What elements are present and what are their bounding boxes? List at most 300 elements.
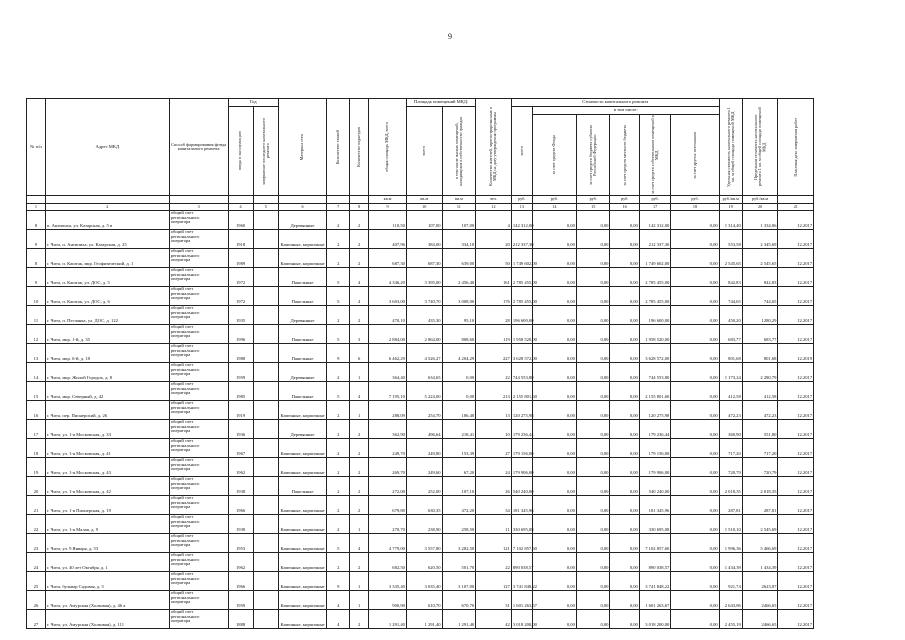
floors-cell: 2 [327,496,350,515]
cost-total-cell: 1 749 602,00 [511,249,532,268]
residential-area-cell: 2 456,40 [442,268,476,287]
wall-material-cell: Панельные [278,477,326,496]
last-repair-year-cell [253,306,278,325]
address-cell: г. Чита, п. Каштак, ул. ДОС, д. 6 [45,287,169,306]
local-cost-cell: 0,00 [610,420,639,439]
floors-cell: 2 [327,477,350,496]
last-repair-year-cell [253,382,278,401]
commissioning-year-cell: 1953 [228,534,253,553]
plan-date-cell: 12.2017 [778,496,814,515]
table-row [27,439,850,458]
table-row [27,477,850,496]
residents-cell: 213 [476,382,512,401]
floors-cell: 2 [327,211,350,230]
other-cost-cell: 0,00 [671,249,719,268]
entrances-cell: 1 [350,401,369,420]
wall-material-cell: Каменные, кирпичные [278,458,326,477]
address-cell: г. Чита, мкр. 1-й, д. 35 [45,325,169,344]
residential-area-cell: 107,00 [442,211,476,230]
unit-cost-cell: 360,90 [719,420,742,439]
wall-material-cell: Каменные, кирпичные [278,591,326,610]
fund-cost-cell: 0,00 [532,420,576,439]
unit-cost-cell: 683,77 [719,325,742,344]
residents-cell: 50 [476,249,512,268]
plan-date-cell: 12.2017 [778,610,814,629]
residents-cell: 10 [476,420,512,439]
fund-method-cell [169,534,228,553]
header-premises-area: Площадь помещений МКД: [406,99,475,107]
fund-method-line: оператора [170,390,191,396]
owners-cost-cell: 181 345,96 [639,496,670,515]
region-cost-cell: 0,00 [576,572,610,591]
residential-area-cell: 3 282,50 [442,534,476,553]
row-number: 16 [27,401,46,420]
other-cost-cell: 0,00 [671,610,719,629]
floors-cell: 2 [327,515,350,534]
region-cost-cell: 0,00 [576,610,610,629]
wall-material-cell: Каменные, кирпичные [278,496,326,515]
header-cost-total: всего [511,107,532,196]
floors-cell: 2 [327,420,350,439]
last-repair-year-cell [253,496,278,515]
row-number: 10 [27,287,46,306]
local-cost-cell: 0,00 [610,306,639,325]
fund-method-cell [169,344,228,363]
column-number-cell: 5 [253,204,278,211]
cost-total-cell: 179 236,44 [511,420,532,439]
commissioning-year-cell: 1966 [228,572,253,591]
table-row [27,572,850,591]
unit-cell [278,196,326,204]
header-repair-cost: Стоимость капитального ремонта [511,99,719,107]
table-row [27,306,850,325]
fund-method-line: оператора [170,466,191,472]
fund-method-cell [169,268,228,287]
fund-method-line: общий счет [170,457,194,462]
residents-cell: 22 [476,363,512,382]
column-number-cell: 6 [278,204,326,211]
fund-cost-cell: 0,00 [532,230,576,249]
last-repair-year-cell [253,515,278,534]
region-cost-cell: 0,00 [576,515,610,534]
max-cost-cell: 2 280,79 [742,363,778,382]
max-cost-cell: 2466,65 [742,610,778,629]
region-cost-cell: 0,00 [576,534,610,553]
table-row [27,458,850,477]
other-cost-cell: 0,00 [671,515,719,534]
fund-method-line: общий счет [170,267,194,272]
fund-cost-cell: 0,00 [532,572,576,591]
last-repair-year-cell [253,230,278,249]
row-number: 8 [27,249,46,268]
owners-cost-cell: 179 236,44 [639,420,670,439]
fund-method-line: оператора [170,371,191,377]
unit-cell [169,196,228,204]
fund-method-line: регионального [170,214,200,220]
residents-cell: 119 [476,325,512,344]
row-number: 11 [27,306,46,325]
unit-cell [228,196,253,204]
entrances-cell: 2 [350,477,369,496]
plan-date-cell: 12.2017 [778,458,814,477]
unit-cost-cell: 472,23 [719,401,742,420]
unit-cost-cell: 921,74 [719,572,742,591]
address-cell: г. Чита, бульвар Садовая, д. 5 [45,572,169,591]
fund-method-line: регионального [170,366,200,372]
last-repair-year-cell [253,344,278,363]
other-cost-cell: 0,00 [671,344,719,363]
entrances-cell: 1 [350,515,369,534]
address-cell: г. Чита, мкр. Северный, д. 42 [45,382,169,401]
residents-cell: 4 [476,211,512,230]
fund-method-line: оператора [170,523,191,529]
unit-cell: кв.м [406,196,442,204]
entrances-cell: 1 [350,572,369,591]
local-cost-cell: 0,00 [610,230,639,249]
entrances-cell: 2 [350,553,369,572]
fund-cost-cell: 0,00 [532,268,576,287]
column-number-cell: 19 [719,204,742,211]
unit-cell: руб. [610,196,639,204]
total-area-cell: 470,10 [369,306,407,325]
column-number-cell: 20 [742,204,778,211]
entrances-cell: 2 [350,306,369,325]
cost-total-cell: 890 038,57 [511,553,532,572]
fund-method-line: общий счет [170,248,194,253]
fund-method-line: оператора [170,599,191,605]
owners-cost-cell: 120 275,98 [639,401,670,420]
region-cost-cell: 0,00 [576,249,610,268]
column-number-cell: 16 [610,204,639,211]
premises-area-cell: 687,30 [406,249,442,268]
header-commissioning: ввода в эксплуатацию [228,107,253,196]
fund-method-cell [169,325,228,344]
fund-method-line: оператора [170,257,191,263]
region-cost-cell: 0,00 [576,439,610,458]
region-cost-cell: 0,00 [576,420,610,439]
commissioning-year-cell: 1938 [228,477,253,496]
total-area-cell: 3 603,00 [369,287,407,306]
row-number: 26 [27,591,46,610]
last-repair-year-cell [253,534,278,553]
fund-method-line: регионального [170,594,200,600]
residents-cell: 127 [476,572,512,591]
cost-total-cell: 3 018 200,00 [511,610,532,629]
max-cost-cell: 717,20 [742,439,778,458]
header-num: № п/п [27,99,46,196]
fund-method-line: регионального [170,575,200,581]
other-cost-cell: 0,00 [671,325,719,344]
owners-cost-cell: 179 906,00 [639,458,670,477]
floors-cell: 2 [327,306,350,325]
floors-cell: 2 [327,363,350,382]
row-number: 27 [27,610,46,629]
residential-area-cell: 334,10 [442,230,476,249]
fund-method-line: оператора [170,409,191,415]
fund-method-line: общий счет [170,210,194,215]
residential-area-cell: 501,70 [442,553,476,572]
residents-cell: 13 [476,401,512,420]
owners-cost-cell: 890 038,57 [639,553,670,572]
owners-cost-cell: 744 553,80 [639,363,670,382]
plan-date-cell: 12.2017 [778,249,814,268]
local-cost-cell: 0,00 [610,458,639,477]
fund-cost-cell: 0,00 [532,439,576,458]
entrances-cell: 2 [350,211,369,230]
fund-method-line: общий счет [170,305,194,310]
local-cost-cell: 0,00 [610,496,639,515]
address-cell: г. Чита, мкр. Жилой Городок, д. 8 [45,363,169,382]
column-number-cell: 4 [228,204,253,211]
row-number: 25 [27,572,46,591]
max-cost-cell: 472,23 [742,401,778,420]
residential-area-cell: 186,40 [442,401,476,420]
header-plan-date: Плановая дата завершения работ [778,99,814,196]
residents-cell: 121 [476,534,512,553]
unit-cost-cell: 1 510,10 [719,515,742,534]
fund-cost-cell: 0,00 [532,458,576,477]
total-area-cell: 6 462,29 [369,344,407,363]
residential-area-cell: 0,00 [442,363,476,382]
residential-area-cell: 808,60 [442,325,476,344]
fund-method-line: регионального [170,423,200,429]
owners-cost-cell: 7 102 857,60 [639,534,670,553]
units-row [27,196,850,204]
address-cell: г. Чита, ул. 1-я Малая, д. 9 [45,515,169,534]
fund-method-line: оператора [170,352,191,358]
last-repair-year-cell [253,458,278,477]
residents-cell: 227 [476,344,512,363]
fund-method-line: общий счет [170,362,194,367]
max-cost-cell: 842,83 [742,268,778,287]
residents-cell: 20 [476,230,512,249]
entrances-cell: 2 [350,458,369,477]
wall-material-cell: Каменные, кирпичные [278,534,326,553]
other-cost-cell: 0,00 [671,268,719,287]
commissioning-year-cell: 1972 [228,287,253,306]
other-cost-cell: 0,00 [671,439,719,458]
plan-date-cell: 12.2017 [778,534,814,553]
column-number-cell: 9 [369,204,407,211]
table-row [27,344,850,363]
unit-cost-cell: 450,20 [719,306,742,325]
fund-method-line: регионального [170,328,200,334]
fund-method-cell [169,515,228,534]
fund-method-cell [169,382,228,401]
premises-area-cell: 249,80 [406,439,442,458]
header-max-cost: Предельная стоимость капитального ремонта 1 кв. м общей площади помещений МКД [742,99,778,196]
fund-method-line: регионального [170,442,200,448]
premises-area-cell: 610,70 [406,591,442,610]
fund-method-cell [169,230,228,249]
entrances-cell: 1 [350,363,369,382]
unit-cost-cell: 1 434,39 [719,553,742,572]
owners-cost-cell: 330 695,08 [639,515,670,534]
cost-total-cell: 2 785 455,00 [511,268,532,287]
wall-material-cell: Панельные [278,344,326,363]
premises-area-cell: 3 035,40 [406,572,442,591]
plan-date-cell: 12.2017 [778,515,814,534]
row-number: 17 [27,420,46,439]
fund-method-line: оператора [170,447,191,453]
fund-method-line: оператора [170,428,191,434]
residential-area-cell: 95,10 [442,306,476,325]
plan-date-cell: 12.2017 [778,553,814,572]
address-cell: п. Антипиха, ул. Казарская, д. 5 в [45,211,169,230]
fund-method-line: общий счет [170,343,194,348]
owners-cost-cell: 142 312,00 [639,211,670,230]
last-repair-year-cell [253,211,278,230]
unit-cell: руб. [576,196,610,204]
premises-area-cell: 5 224,00 [406,382,442,401]
residential-area-cell: 472,20 [442,496,476,515]
fund-method-line: регионального [170,385,200,391]
cost-total-cell: 181 345,96 [511,496,532,515]
fund-method-line: оператора [170,561,191,567]
entrances-cell: 4 [350,382,369,401]
max-cost-cell: 2466,65 [742,591,778,610]
row-number: 22 [27,515,46,534]
local-cost-cell: 0,00 [610,572,639,591]
unit-cell: руб. [511,196,532,204]
row-number: 24 [27,553,46,572]
residential-area-cell: 670,70 [442,591,476,610]
fund-method-line: оператора [170,542,191,548]
fund-cost-cell: 0,00 [532,325,576,344]
last-repair-year-cell [253,420,278,439]
fund-cost-cell: 0,00 [532,211,576,230]
header-floors: Количество этажей [327,99,350,196]
column-number-cell: 12 [476,204,512,211]
total-area-cell: 3 335,40 [369,572,407,591]
total-area-cell: 249,70 [369,439,407,458]
column-number-cell: 10 [406,204,442,211]
row-number: 15 [27,382,46,401]
local-cost-cell: 0,00 [610,249,639,268]
residential-area-cell: 107,10 [442,477,476,496]
local-cost-cell: 0,00 [610,477,639,496]
column-number-cell: 15 [576,204,610,211]
address-cell: г. Чита, пер. Пионерский, д. 26 [45,401,169,420]
header-including: в том числе: [532,107,719,115]
fund-cost-cell: 0,00 [532,534,576,553]
row-number: 9 [27,230,46,249]
commissioning-year-cell: 1972 [228,268,253,287]
premises-area-cell: 238,90 [406,515,442,534]
plan-date-cell: 12.2017 [778,572,814,591]
commissioning-year-cell: 1962 [228,458,253,477]
residents-cell: 26 [476,477,512,496]
region-cost-cell: 0,00 [576,553,610,572]
address-cell: г. Чита, мкр. 6-й, д. 18 [45,344,169,363]
address-cell: г. Чита, ул. 1-я Пионерская, д. 19 [45,496,169,515]
commissioning-year-cell: 1935 [228,306,253,325]
fund-cost-cell: 0,00 [532,515,576,534]
commissioning-year-cell: 1966 [228,496,253,515]
unit-cost-cell: 1 314,40 [719,211,742,230]
local-cost-cell: 0,00 [610,211,639,230]
fund-method-line: оператора [170,314,191,320]
residential-area-cell: 639,00 [442,249,476,268]
entrances-cell: 2 [350,249,369,268]
address-cell: г. Чита, п. Каштак, мкр. Геофизический, д. 1 [45,249,169,268]
max-cost-cell: 2 018,35 [742,477,778,496]
unit-cell: кв.м [369,196,407,204]
local-cost-cell: 0,00 [610,287,639,306]
fund-method-cell [169,439,228,458]
floors-cell: 9 [327,344,350,363]
unit-cost-cell: 553,58 [719,230,742,249]
residents-cell: 42 [476,610,512,629]
commissioning-year-cell: 1967 [228,439,253,458]
other-cost-cell: 0,00 [671,534,719,553]
unit-cost-cell: 412,58 [719,382,742,401]
residential-area-cell: 3 107,00 [442,572,476,591]
fund-method-line: общий счет [170,495,194,500]
fund-cost-cell: 0,00 [532,553,576,572]
owners-cost-cell: 2 785 455,00 [639,268,670,287]
residential-area-cell: 153,39 [442,439,476,458]
last-repair-year-cell [253,477,278,496]
floors-cell: 4 [327,591,350,610]
entrances-cell: 4 [350,287,369,306]
unit-cell: руб. [639,196,670,204]
address-cell: г. Чита, п. Каштак, ул. ДОС, д. 5 [45,268,169,287]
residents-cell: 22 [476,553,512,572]
region-cost-cell: 0,00 [576,363,610,382]
entrances-cell: 1 [350,591,369,610]
fund-method-line: общий счет [170,286,194,291]
fund-method-line: регионального [170,518,200,524]
residents-cell: 34 [476,496,512,515]
total-area-cell: 362,90 [369,420,407,439]
total-area-cell: 407,96 [369,230,407,249]
entrances-cell: 2 [350,230,369,249]
last-repair-year-cell [253,268,278,287]
row-number: 18 [27,439,46,458]
table-row [27,268,850,287]
region-cost-cell: 0,00 [576,477,610,496]
cost-total-cell: 196 600,00 [511,306,532,325]
plan-date-cell: 12.2017 [778,306,814,325]
max-cost-cell: 801,68 [742,344,778,363]
local-cost-cell: 0,00 [610,363,639,382]
max-cost-cell: 287,81 [742,496,778,515]
wall-material-cell: Каменные, кирпичные [278,515,326,534]
fund-method-cell [169,287,228,306]
plan-date-cell: 12.2017 [778,477,814,496]
total-area-cell: 4 779,00 [369,534,407,553]
fund-method-line: регионального [170,347,200,353]
fund-method-line: регионального [170,252,200,258]
unit-cell [27,196,46,204]
residents-cell: 28 [476,306,512,325]
table-row [27,211,850,230]
residential-area-cell: 67,20 [442,458,476,477]
cost-total-cell: 2 155 801,60 [511,382,532,401]
fund-method-line: регионального [170,271,200,277]
max-cost-cell: 720,79 [742,458,778,477]
max-cost-cell: 744,65 [742,287,778,306]
commissioning-year-cell: 1959 [228,591,253,610]
max-cost-cell: 1 334,06 [742,211,778,230]
header-wall-material: Материал стен [278,99,326,196]
plan-date-cell: 12.2017 [778,287,814,306]
premises-area-cell: 1 291,40 [406,610,442,629]
unit-cost-cell: 720,79 [719,458,742,477]
unit-cell [253,196,278,204]
last-repair-year-cell [253,439,278,458]
